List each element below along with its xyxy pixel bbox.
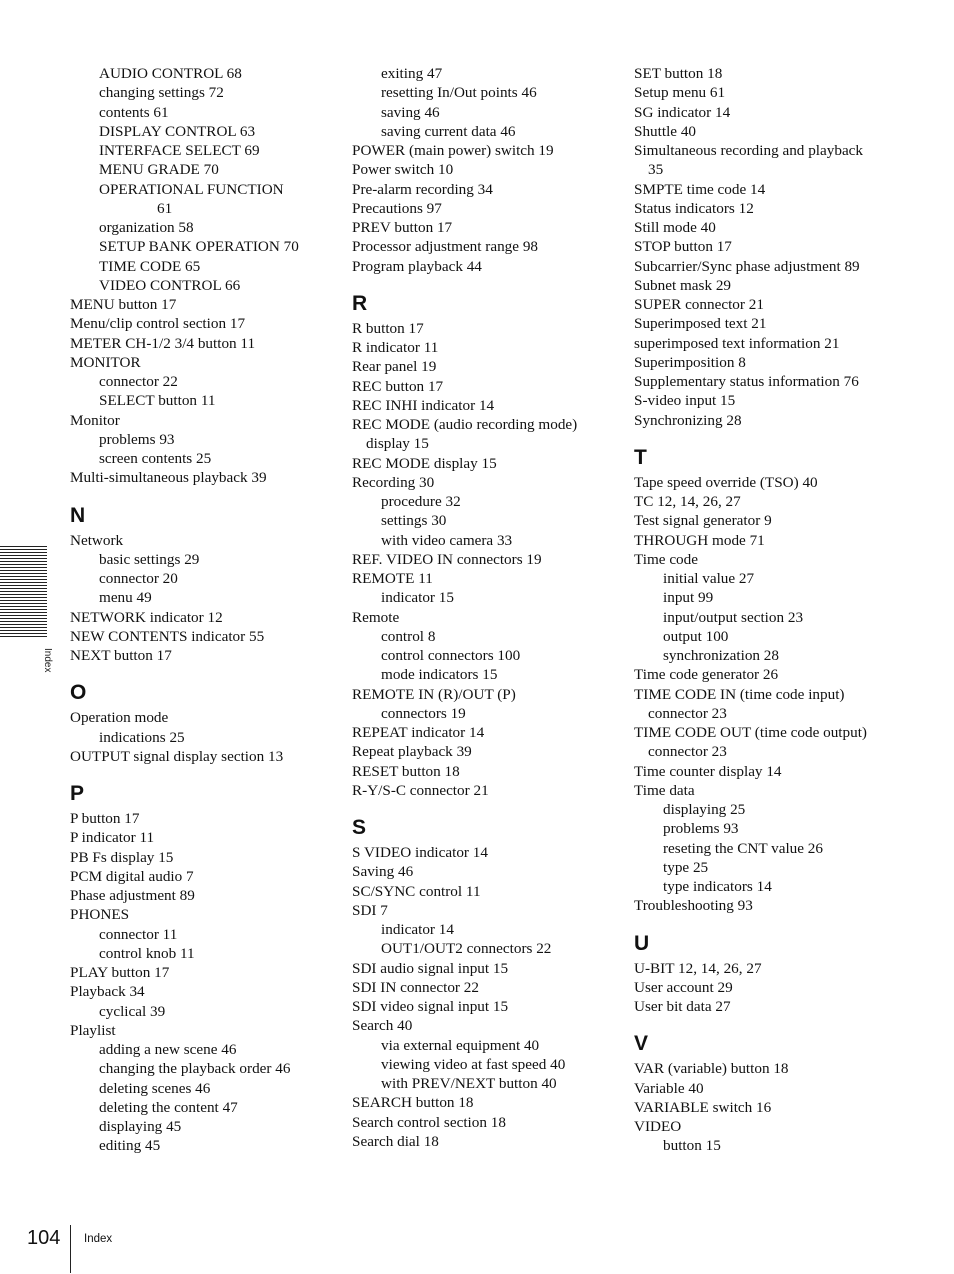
index-entry: OUTPUT signal display section 13 [70,747,284,765]
index-subentry: OPERATIONAL FUNCTION [99,180,284,198]
index-subentry: settings 30 [381,512,447,530]
index-subentry: connectors 19 [381,704,466,722]
index-subentry: initial value 27 [663,570,755,587]
index-subentry: 61 [157,199,173,217]
index-entry: Subnet mask 29 [634,276,732,294]
index-entry: Troubleshooting 93 [634,897,753,915]
index-entry: REMOTE IN (R)/OUT (P) [352,685,516,703]
index-entry: REPEAT indicator 14 [352,724,485,741]
index-entry: Remote [352,608,400,626]
index-entry: Network [70,531,124,549]
index-entry: Superimposed text 21 [634,315,767,333]
index-entry: P button 17 [70,810,140,827]
index-subentry: type 25 [663,858,709,876]
index-entry: Shuttle 40 [634,122,697,140]
index-entry: Variable 40 [634,1079,704,1097]
index-entry: Playback 34 [70,983,145,1001]
index-subentry: indications 25 [99,728,185,746]
index-entry: PHONES [70,906,130,924]
index-letter-heading: O [70,681,87,705]
index-entry: Rear panel 19 [352,358,437,376]
index-entry: THROUGH mode 71 [634,531,765,549]
index-subentry: with video camera 33 [381,531,513,549]
index-entry: Phase adjustment 89 [70,887,195,904]
index-entry: Search control section 18 [352,1113,506,1131]
index-subentry: editing 45 [99,1137,161,1155]
index-entry: SG indicator 14 [634,103,731,121]
index-column-1 [70,64,332,1156]
index-entry: REF. VIDEO IN connectors 19 [352,550,542,568]
index-entry: POWER (main power) switch 19 [352,142,554,159]
index-entry: Time code generator 26 [634,666,779,684]
index-entry: R indicator 11 [352,339,439,356]
index-entry: MENU button 17 [70,296,177,313]
index-entry: SUPER connector 21 [634,296,764,313]
index-entry: Processor adjustment range 98 [352,238,539,256]
index-subentry: deleting scenes 46 [99,1079,211,1097]
index-subentry: VIDEO CONTROL 66 [99,276,241,294]
index-entry: Superimposition 8 [634,353,746,371]
index-entry: Synchronizing 28 [634,411,742,429]
index-entry: REC MODE (audio recording mode) [352,416,578,433]
index-subentry: input 99 [663,589,714,607]
index-entry: PB Fs display 15 [70,848,174,866]
index-subentry: display 15 [366,435,429,453]
index-subentry: output 100 [663,627,729,645]
index-entry: Program playback 44 [352,257,482,275]
index-subentry: with PREV/NEXT button 40 [381,1075,557,1092]
index-subentry: DISPLAY CONTROL 63 [99,122,256,140]
index-entry: Precautions 97 [352,199,442,217]
index-subentry: displaying 45 [99,1118,182,1135]
index-subentry: deleting the content 47 [99,1098,238,1116]
index-letter-heading: U [634,931,650,955]
index-entry: SEARCH button 18 [352,1094,474,1112]
index-subentry: type indicators 14 [663,878,772,895]
index-entry: SDI video signal input 15 [352,998,509,1015]
index-column-2 [352,64,614,1151]
index-entry: Saving 46 [352,863,414,881]
index-subentry: 35 [648,161,664,179]
index-entry: Simultaneous recording and playback [634,142,864,159]
index-entry: Repeat playback 39 [352,743,472,761]
index-entry: Search 40 [352,1017,413,1035]
index-subentry: screen contents 25 [99,450,212,467]
index-subentry: AUDIO CONTROL 68 [99,65,242,82]
index-entry: TIME CODE OUT (time code output) [634,724,867,741]
index-subentry: problems 93 [663,820,739,838]
index-entry: PREV button 17 [352,219,453,236]
index-entry: Monitor [70,411,120,429]
index-subentry: synchronization 28 [663,647,779,664]
index-entry: Still mode 40 [634,219,716,236]
index-entry: VIDEO [634,1118,682,1135]
index-entry: TIME CODE IN (time code input) [634,685,845,703]
index-subentry: TIME CODE 65 [99,257,201,275]
index-entry: Power switch 10 [352,161,454,179]
index-entry: User bit data 27 [634,998,731,1015]
index-entry: SDI audio signal input 15 [352,959,509,977]
index-subentry: connector 22 [99,373,178,390]
index-subentry: changing settings 72 [99,84,224,102]
index-subentry: indicator 15 [381,589,454,607]
index-subentry: SELECT button 11 [99,392,216,410]
index-entry: Search dial 18 [352,1132,439,1150]
index-entry: NETWORK indicator 12 [70,608,223,626]
index-entry: Tape speed override (TSO) 40 [634,473,818,491]
index-letter-heading: V [634,1032,649,1056]
index-letter-heading: N [70,503,86,527]
index-entry: S-video input 15 [634,392,736,410]
index-subentry: connector 20 [99,570,178,587]
index-subentry: OUT1/OUT2 connectors 22 [381,940,552,958]
index-subentry: control 8 [381,627,436,645]
index-letter-heading: R [352,291,368,315]
index-subentry: exiting 47 [381,65,443,82]
index-entry: Time data [634,781,695,799]
index-subentry: INTERFACE SELECT 69 [99,142,260,159]
index-subentry: cyclical 39 [99,1002,166,1020]
index-subentry: basic settings 29 [99,550,200,568]
index-entry: Recording 30 [352,473,435,491]
index-entry: Playlist [70,1021,116,1039]
index-subentry: viewing video at fast speed 40 [381,1055,566,1073]
index-entry: TC 12, 14, 26, 27 [634,493,741,510]
index-entry: REMOTE 11 [352,570,433,587]
index-subentry: saving current data 46 [381,122,516,140]
index-subentry: indicator 14 [381,921,454,938]
index-subentry: control knob 11 [99,944,195,962]
index-entry: Operation mode [70,709,169,727]
index-letter-heading: T [634,445,647,469]
index-entry: Subcarrier/Sync phase adjustment 89 [634,257,860,275]
index-entry: R button 17 [352,319,424,337]
index-entry: PLAY button 17 [70,964,170,981]
index-entry: REC INHI indicator 14 [352,396,495,414]
index-entry: Multi-simultaneous playback 39 [70,469,267,487]
index-subentry: problems 93 [99,430,175,448]
index-subentry: connector 11 [99,925,178,943]
index-subentry: organization 58 [99,219,194,236]
index-entry: SDI 7 [352,901,388,919]
index-subentry: menu 49 [99,589,152,607]
index-entry: REC MODE display 15 [352,454,497,472]
index-subentry: mode indicators 15 [381,666,498,684]
index-entry: Menu/clip control section 17 [70,315,246,333]
index-entry: SDI IN connector 22 [352,978,479,996]
index-entry: Pre-alarm recording 34 [352,180,493,198]
index-entry: Setup menu 61 [634,84,726,102]
index-entry: S VIDEO indicator 14 [352,844,488,861]
index-entry: superimposed text information 21 [634,334,840,352]
index-subentry: saving 46 [381,103,440,121]
index-entry: NEXT button 17 [70,647,172,664]
index-subentry: via external equipment 40 [381,1036,540,1054]
index-subentry: MENU GRADE 70 [99,161,219,179]
index-subentry: displaying 25 [663,801,746,818]
index-subentry: control connectors 100 [381,647,521,664]
index-entry: U-BIT 12, 14, 26, 27 [634,959,762,977]
index-subentry: changing the playback order 46 [99,1060,291,1078]
index-entry: Supplementary status information 76 [634,373,859,390]
index-subentry: button 15 [663,1137,721,1155]
index-tab-stripes [0,546,47,638]
index-subentry: adding a new scene 46 [99,1041,237,1058]
index-subentry: contents 61 [99,103,169,121]
index-entry: P indicator 11 [70,829,155,847]
index-entry: SC/SYNC control 11 [352,882,481,900]
index-entry: Test signal generator 9 [634,512,772,530]
index-subentry: reseting the CNT value 26 [663,839,823,857]
footer-divider [70,1225,71,1273]
index-subentry: resetting In/Out points 46 [381,84,537,102]
index-subentry: connector 23 [648,704,727,722]
index-entry: VARIABLE switch 16 [634,1098,772,1116]
index-entry: MONITOR [70,353,141,371]
index-letter-heading: S [352,816,367,839]
index-entry: NEW CONTENTS indicator 55 [70,627,265,645]
index-entry: R-Y/S-C connector 21 [352,781,489,799]
index-entry: SET button 18 [634,65,723,82]
index-entry: STOP button 17 [634,238,732,256]
index-subentry: input/output section 23 [663,608,804,626]
index-subentry: SETUP BANK OPERATION 70 [99,238,299,256]
index-tab-label: Index [42,648,53,673]
index-subentry: connector 23 [648,743,727,761]
index-column-3 [634,64,896,1156]
index-entry: RESET button 18 [352,762,460,780]
index-entry: Status indicators 12 [634,199,754,217]
index-entry: METER CH-1/2 3/4 button 11 [70,334,256,352]
index-entry: User account 29 [634,978,733,996]
page-number: 104 [27,1227,61,1249]
index-subentry: procedure 32 [381,493,461,510]
index-entry: PCM digital audio 7 [70,867,194,885]
index-entry: Time counter display 14 [634,762,782,780]
index-entry: REC button 17 [352,377,444,395]
index-entry: Time code [634,550,698,568]
index-entry: VAR (variable) button 18 [634,1060,789,1078]
index-letter-heading: P [70,782,85,805]
index-entry: SMPTE time code 14 [634,180,766,198]
footer-section-title: Index [84,1233,113,1245]
